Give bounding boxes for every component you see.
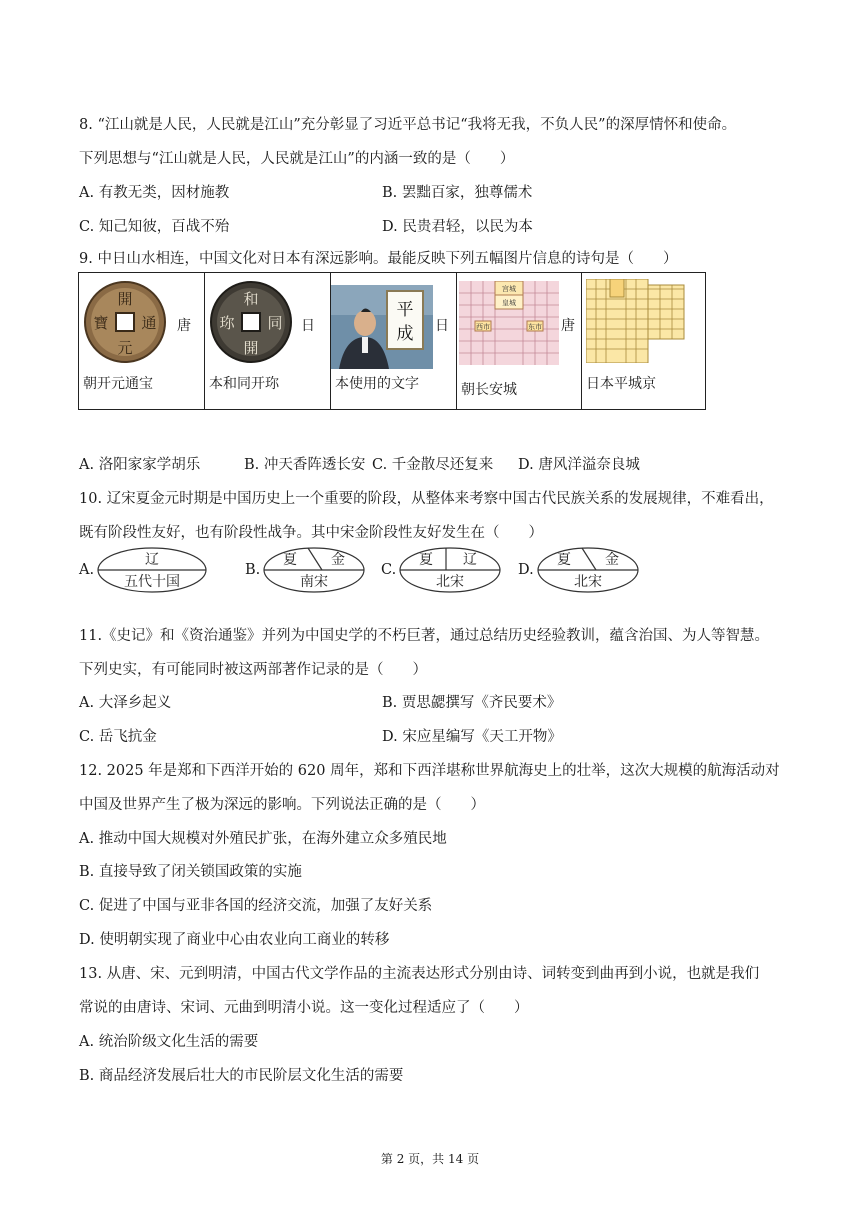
q9-image1-side-label: 唐	[177, 318, 191, 334]
q10-option-c-label: C.	[381, 562, 397, 578]
q8-stem-line2: 下列思想与“江山就是人民，人民就是江山”的内涵一致的是（ ）	[79, 151, 515, 167]
q10-option-c[interactable]	[381, 545, 502, 595]
changan-label-imperial-city: 皇城	[502, 299, 516, 307]
changan-label-west-market: 西市	[476, 323, 490, 331]
q9-image2-side-label: 日	[301, 318, 315, 334]
q8-option-b[interactable]: B. 罢黜百家，独尊儒术	[382, 185, 533, 201]
q12-option-a[interactable]: A. 推动中国大规模对外殖民扩张，在海外建立众多殖民地	[79, 831, 447, 847]
q9-stem: 9. 中日山水相连，中国文化对日本有深远影响。最能反映下列五幅图片信息的诗句是（ ）	[79, 251, 678, 267]
q11-option-d[interactable]: D. 宋应星编写《天工开物》	[382, 729, 562, 745]
q10-option-d-ellipse	[536, 545, 640, 595]
q8-stem-line1: 8. “江山就是人民，人民就是江山”充分彰显了习近平总书记“我将无我，不负人民”的深厚情怀和使命。	[79, 117, 737, 133]
changan-label-east-market: 东市	[528, 323, 542, 331]
q10-option-c-ellipse	[398, 545, 502, 595]
coin2-char-right: 同	[267, 314, 283, 332]
q9-image-table	[78, 272, 706, 410]
heijokyo-map-image	[586, 279, 686, 363]
q8-option-a[interactable]: A. 有教无类，因材施教	[79, 185, 230, 201]
q9-image5-caption: 日本平城京	[586, 376, 656, 392]
q10-d-top-left: 夏	[556, 552, 571, 568]
q10-b-top-left: 夏	[283, 552, 298, 568]
wadokaichin-coin-image	[205, 277, 305, 367]
kaiyuan-coin-image	[79, 277, 179, 367]
q10-a-top: 辽	[145, 552, 160, 568]
coin1-char-left: 寶	[93, 314, 109, 332]
q13-stem-line1: 13. 从唐、宋、元到明清，中国古代文学作品的主流表达形式分别由诗、词转变到曲再到小说，也就是我们	[79, 966, 760, 982]
q10-d-bottom: 北宋	[573, 574, 602, 590]
coin2-char-bottom: 開	[243, 339, 259, 357]
q10-stem-line2: 既有阶段性友好，也有阶段性战争。其中宋金阶段性友好发生在（ ）	[79, 525, 543, 541]
q9-image-cell-1	[79, 273, 205, 409]
q13-option-b[interactable]: B. 商品经济发展后壮大的市民阶层文化生活的需要	[79, 1068, 404, 1084]
q11-stem-line2: 下列史实，有可能同时被这两部著作记录的是（ ）	[79, 662, 427, 678]
changan-city-map-image	[459, 281, 559, 365]
q10-option-d-label: D.	[518, 562, 534, 578]
q9-option-c[interactable]: C. 千金散尽还复来	[372, 457, 494, 473]
q9-image4-caption: 朝长安城	[461, 382, 517, 398]
q10-option-a[interactable]	[79, 545, 208, 595]
q9-image-cell-2	[205, 273, 331, 409]
q9-option-a[interactable]: A. 洛阳家家学胡乐	[79, 457, 201, 473]
q10-option-b[interactable]	[245, 545, 366, 595]
q9-image-cell-4	[457, 273, 582, 409]
coin1-char-top: 開	[117, 290, 133, 308]
page-footer: 第 2 页，共 14 页	[380, 1152, 480, 1166]
q8-option-c[interactable]: C. 知己知彼，百战不殆	[79, 219, 230, 235]
heisei-char-1: 平	[396, 300, 414, 320]
q9-option-b[interactable]: B. 冲天香阵透长安	[244, 457, 366, 473]
q12-option-c[interactable]: C. 促进了中国与亚非各国的经济交流，加强了友好关系	[79, 898, 433, 914]
q9-option-d[interactable]: D. 唐风洋溢奈良城	[518, 457, 640, 473]
coin2-char-left: 珎	[219, 314, 235, 332]
q9-image4-side-label: 唐	[561, 318, 575, 334]
q10-option-a-ellipse	[96, 545, 208, 595]
q10-b-top-right: 金	[331, 552, 346, 568]
q10-c-top-left: 夏	[419, 552, 434, 568]
q11-option-b[interactable]: B. 贾思勰撰写《齐民要术》	[382, 695, 562, 711]
q11-option-a[interactable]: A. 大泽乡起义	[79, 695, 172, 711]
q10-option-b-ellipse	[262, 545, 366, 595]
heisei-announcement-image	[331, 285, 433, 369]
q10-c-top-right: 辽	[463, 552, 478, 568]
coin1-char-right: 通	[141, 314, 157, 332]
q8-option-d[interactable]: D. 民贵君轻，以民为本	[382, 219, 533, 235]
q10-stem-line1: 10. 辽宋夏金元时期是中国历史上一个重要的阶段，从整体来考察中国古代民族关系的发展规律，不难看出，	[79, 491, 774, 507]
changan-label-palace: 宫城	[502, 285, 516, 293]
q9-image-cell-5	[582, 273, 705, 409]
q10-b-bottom: 南宋	[300, 574, 329, 590]
q11-stem-line1: 11.《史记》和《资治通鉴》并列为中国史学的不朽巨著，通过总结历史经验教训，蕴含治国、为人等智慧。	[79, 628, 770, 644]
q9-image3-side-label: 日	[435, 318, 449, 334]
q9-image-cell-3	[331, 273, 457, 409]
q10-c-bottom: 北宋	[436, 574, 465, 590]
coin2-char-top: 和	[243, 290, 259, 308]
q10-option-b-label: B.	[245, 562, 261, 578]
q9-image2-caption: 本和同开珎	[209, 376, 279, 392]
heisei-char-2: 成	[396, 324, 414, 344]
q13-stem-line2: 常说的由唐诗、宋词、元曲到明清小说。这一变化过程适应了（ ）	[79, 1000, 529, 1016]
q10-d-top-right: 金	[604, 552, 619, 568]
q12-option-b[interactable]: B. 直接导致了闭关锁国政策的实施	[79, 864, 302, 880]
q9-image3-caption: 本使用的文字	[335, 376, 419, 392]
q13-option-a[interactable]: A. 统治阶级文化生活的需要	[79, 1034, 259, 1050]
q10-option-d[interactable]	[518, 545, 640, 595]
q10-a-bottom: 五代十国	[124, 574, 181, 590]
q11-option-c[interactable]: C. 岳飞抗金	[79, 729, 157, 745]
q12-stem-line1: 12. 2025 年是郑和下西洋开始的 620 周年，郑和下西洋堪称世界航海史上的壮举，这次大规模的航海活动对	[79, 763, 780, 779]
q10-option-a-label: A.	[79, 562, 95, 578]
coin1-char-bottom: 元	[117, 339, 133, 357]
q12-stem-line2: 中国及世界产生了极为深远的影响。下列说法正确的是（ ）	[79, 797, 485, 813]
q12-option-d[interactable]: D. 使明朝实现了商业中心由农业向工商业的转移	[79, 932, 390, 948]
q9-image1-caption: 朝开元通宝	[83, 376, 153, 392]
